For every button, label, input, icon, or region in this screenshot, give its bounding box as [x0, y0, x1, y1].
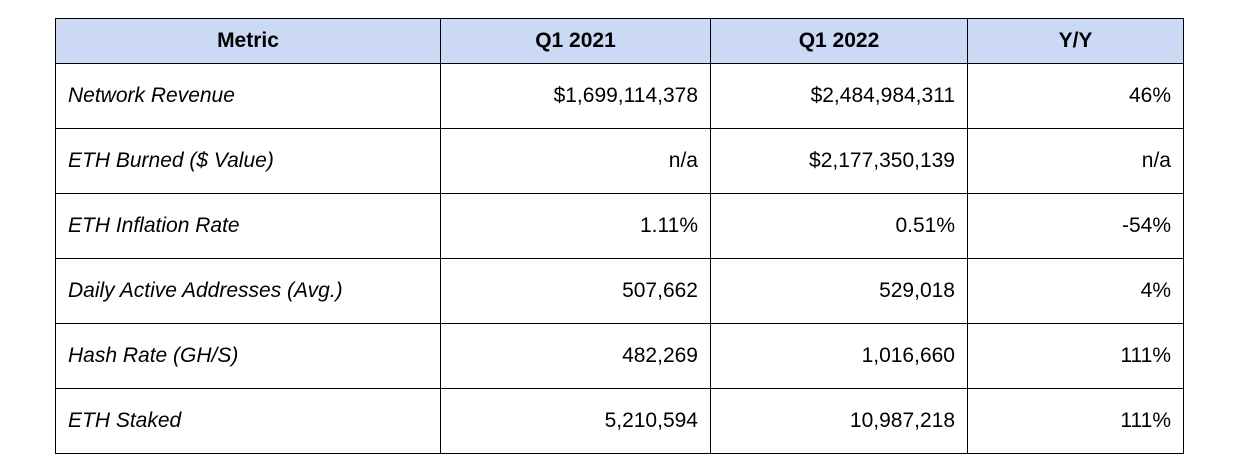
table-row	[56, 64, 1184, 129]
column-header-q1-2022: Q1 2022	[711, 19, 968, 64]
metrics-table	[55, 18, 1184, 454]
cell-yoy: n/a	[968, 129, 1184, 194]
table-container	[55, 18, 1183, 454]
cell-q1-2022: $2,177,350,139	[711, 129, 968, 194]
table-row	[56, 324, 1184, 389]
cell-yoy: 4%	[968, 259, 1184, 324]
cell-yoy: -54%	[968, 194, 1184, 259]
cell-q1-2021: $1,699,114,378	[441, 64, 711, 129]
cell-metric: ETH Burned ($ Value)	[56, 129, 441, 194]
cell-metric: Daily Active Addresses (Avg.)	[56, 259, 441, 324]
table-row	[56, 259, 1184, 324]
cell-q1-2021: n/a	[441, 129, 711, 194]
cell-q1-2021: 482,269	[441, 324, 711, 389]
cell-metric: ETH Inflation Rate	[56, 194, 441, 259]
column-header-q1-2021: Q1 2021	[441, 19, 711, 64]
cell-q1-2022: 0.51%	[711, 194, 968, 259]
cell-yoy: 111%	[968, 324, 1184, 389]
table-header	[56, 19, 1184, 64]
cell-q1-2022: 1,016,660	[711, 324, 968, 389]
cell-q1-2021: 5,210,594	[441, 389, 711, 454]
table-row	[56, 129, 1184, 194]
cell-metric: Hash Rate (GH/S)	[56, 324, 441, 389]
cell-q1-2022: 10,987,218	[711, 389, 968, 454]
cell-yoy: 111%	[968, 389, 1184, 454]
table-header-row	[56, 19, 1184, 64]
column-header-yoy: Y/Y	[968, 19, 1184, 64]
table-row	[56, 194, 1184, 259]
cell-metric: Network Revenue	[56, 64, 441, 129]
cell-q1-2022: 529,018	[711, 259, 968, 324]
table-body	[56, 64, 1184, 454]
cell-q1-2022: $2,484,984,311	[711, 64, 968, 129]
cell-q1-2021: 507,662	[441, 259, 711, 324]
cell-yoy: 46%	[968, 64, 1184, 129]
table-row	[56, 389, 1184, 454]
column-header-metric: Metric	[56, 19, 441, 64]
cell-metric: ETH Staked	[56, 389, 441, 454]
cell-q1-2021: 1.11%	[441, 194, 711, 259]
